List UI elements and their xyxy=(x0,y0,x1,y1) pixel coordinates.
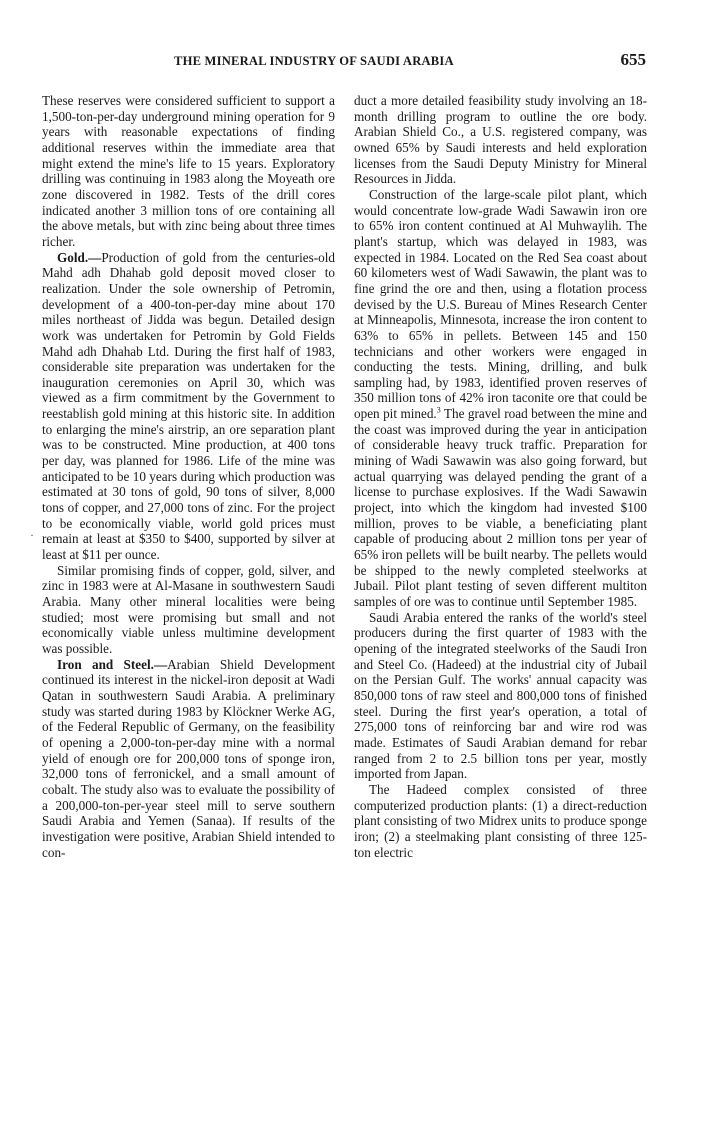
pilot-plant-text-b: The gravel road between the mine and the coast was improved during the year in anticipation of considerable heavy truck traffic. Preparation for mining of Wadi Sawawin was also going forward, but actual quarrying was delayed pending the grant of a license to purchase explosives. If the Wadi Sawawin project, into which the kingdom had invested $100 million, proves to be viable, a beneficiating plant capable of producing about 2 million tons per year of 65% iron pellets will be built nearby. The pellets would be shipped to the newly completed steelworks at Jubail. Pilot plant testing of seven different multiton samples of ore was to continue until September 1985. xyxy=(354,406,647,609)
gold-subheading: Gold.— xyxy=(57,249,102,265)
page-number: 655 xyxy=(620,50,646,69)
footnote-ref: 3 xyxy=(436,405,441,415)
page-header xyxy=(42,52,646,74)
right-column xyxy=(354,93,647,860)
paragraph-pilot-plant xyxy=(354,187,647,610)
iron-steel-subheading: Iron and Steel.— xyxy=(57,656,168,672)
margin-mark: · xyxy=(30,528,34,542)
gold-text: Production of gold from the centuries-old Mahd adh Dhahab gold deposit moved closer to realization. Under the sole ownership of Petromin, development of a 400-ton-per-day mine about 170 miles northeast of Jidda was begun. Detailed design work was undertaken for Petromin by Gold Fields Mahd adh Dhahab Ltd. During the first half of 1983, considerable site preparation was undertaken for the inauguration ceremonies on April 30, which was viewed as a firm commitment by the Government to reestablish gold mining at this historic site. In addition to enlarging the mine's airstrip, an ore separation plant was to be constructed. Mine production, at 400 tons per day, was planned for 1986. Life of the mine was anticipated to be 10 years during which production was estimated at 30 tons of gold, 90 tons of silver, 8,000 tons of copper, and 27,000 tons of zinc. For the project to be economically viable, world gold prices must remain at least at $350 to $400, supported by silver at least at $11 per ounce. xyxy=(42,249,335,563)
paragraph-iron-steel xyxy=(42,657,335,861)
running-title: THE MINERAL INDUSTRY OF SAUDI ARABIA xyxy=(174,54,454,68)
paragraph-steel-producers: Saudi Arabia entered the ranks of the world's steel producers during the first quarter of 1983 with the opening of the integrated steelworks of the Saudi Iron and Steel Co. (Hadeed) at the industrial city of Jubail on the Persian Gulf. The works' annual capacity was 850,000 tons of raw steel and 800,000 tons of finished steel. During the first year's operation, a total of 275,000 tons of reinforcing bar and wire rod was made. Estimates of Saudi Arabian demand for rebar ranged from 2 to 2.5 billion tons per year, mostly imported from Japan. xyxy=(354,609,647,782)
iron-steel-text: Arabian Shield Development continued its interest in the nickel-iron deposit at Wadi Qatan in southwestern Saudi Arabia. A preliminary study was started during 1983 by Klöckner Werke AG, of the Federal Republic of Germany, on the feasibility of opening a 2,000-ton-per-day mine with a normal yield of enough ore for 200,000 tons of sponge iron, 32,000 tons of ferronickel, and a small amount of cobalt. The study also was to evaluate the possibility of a 200,000-ton-per-year steel mill to serve southern Saudi Arabia and Yemen (Sanaa). If results of the investigation were positive, Arabian Shield intended to con- xyxy=(42,656,335,860)
paragraph-al-masane: Similar promising finds of copper, gold, silver, and zinc in 1983 were at Al-Masane in southwestern Saudi Arabia. Many other mineral localities were being studied; most were promising but small and not economically viable unless multimine development was possible. xyxy=(42,562,335,656)
paragraph-gold xyxy=(42,250,335,563)
paragraph-feasibility: duct a more detailed feasibility study involving an 18-month drilling program to outline the ore body. Arabian Shield Co., a U.S. registered company, was owned 65% by Saudi interests and held exploration licenses from the Saudi Deputy Ministry for Mineral Resources in Jidda. xyxy=(354,93,647,187)
paragraph-reserves: These reserves were considered sufficient to support a 1,500-ton-per-day underground mining operation for 9 years with reasonable expectations of finding additional reserves within the immediate area that might extend the mine's life to 15 years. Exploratory drilling was continuing in 1983 along the Moyeath ore zone discovered in 1982. Tests of the drill cores indicated another 3 million tons of ore containing all the above metals, but with zinc being about three times richer. xyxy=(42,93,335,249)
pilot-plant-text-a: Construction of the large-scale pilot plant, which would concentrate low-grade Wadi Sawawin iron ore to 65% iron content continued at Al Muhwaylih. The plant's startup, which was delayed in 1983, was expected in 1984. Located on the Red Sea coast about 60 kilometers west of Wadi Sawawin, the plant was to fine grind the ore and then, using a flotation process devised by the U.S. Bureau of Mines Research Center at Minneapolis, Minnesota, increase the iron content to 63% to 65% in pellets. Between 145 and 150 technicians and other workers were engaged in conducting the tests. Mining, drilling, and bulk sampling had, by 1983, identified proven reserves of 350 million tons of 42% iron taconite ore that could be open pit mined. xyxy=(354,186,647,422)
left-column xyxy=(42,93,335,860)
paragraph-hadeed: The Hadeed complex consisted of three computerized production plants: (1) a direct-reduction plant consisting of two Midrex units to produce sponge iron; (2) a steelmaking plant consisting of three 125-ton electric xyxy=(354,781,647,860)
